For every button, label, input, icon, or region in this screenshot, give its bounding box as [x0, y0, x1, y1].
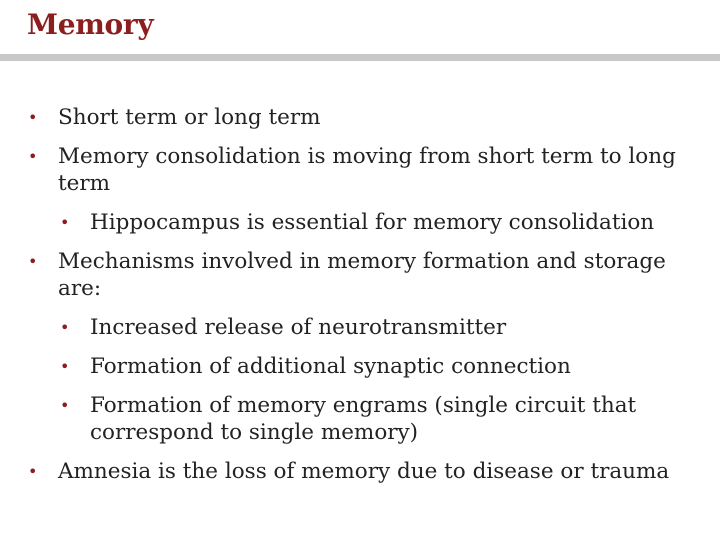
- sub-bullet-item: [60, 209, 708, 236]
- sub-bullet-item: [60, 353, 708, 380]
- title-divider: [0, 54, 720, 61]
- bullet-item: [28, 248, 708, 302]
- sub-bullet-item: [60, 314, 708, 341]
- bullet-list: [28, 104, 708, 497]
- bullet-text: Short term or long term: [58, 105, 321, 130]
- bullet-item: [28, 143, 708, 197]
- sub-bullet-text: Formation of memory engrams (single circuit that correspond to single memory): [90, 393, 637, 445]
- bullet-dot-icon: •: [60, 318, 70, 337]
- bullet-dot-icon: •: [60, 357, 70, 376]
- sub-bullet-item: [60, 392, 708, 446]
- sub-bullet-text: Hippocampus is essential for memory consolidation: [90, 210, 655, 235]
- bullet-item: [28, 104, 708, 131]
- bullet-item: [28, 458, 708, 485]
- bullet-dot-icon: •: [28, 462, 38, 481]
- bullet-text: Mechanisms involved in memory formation and storage are:: [58, 249, 666, 301]
- sub-bullet-text: Formation of additional synaptic connection: [90, 354, 571, 379]
- bullet-dot-icon: •: [60, 213, 70, 232]
- bullet-dot-icon: •: [28, 108, 38, 127]
- bullet-text: Memory consolidation is moving from short term to long term: [58, 144, 676, 196]
- bullet-dot-icon: •: [28, 147, 38, 166]
- bullet-dot-icon: •: [60, 396, 70, 415]
- sub-bullet-text: Increased release of neurotransmitter: [90, 315, 507, 340]
- slide-title: Memory: [27, 8, 154, 41]
- bullet-text: Amnesia is the loss of memory due to disease or trauma: [58, 459, 670, 484]
- bullet-dot-icon: •: [28, 252, 38, 271]
